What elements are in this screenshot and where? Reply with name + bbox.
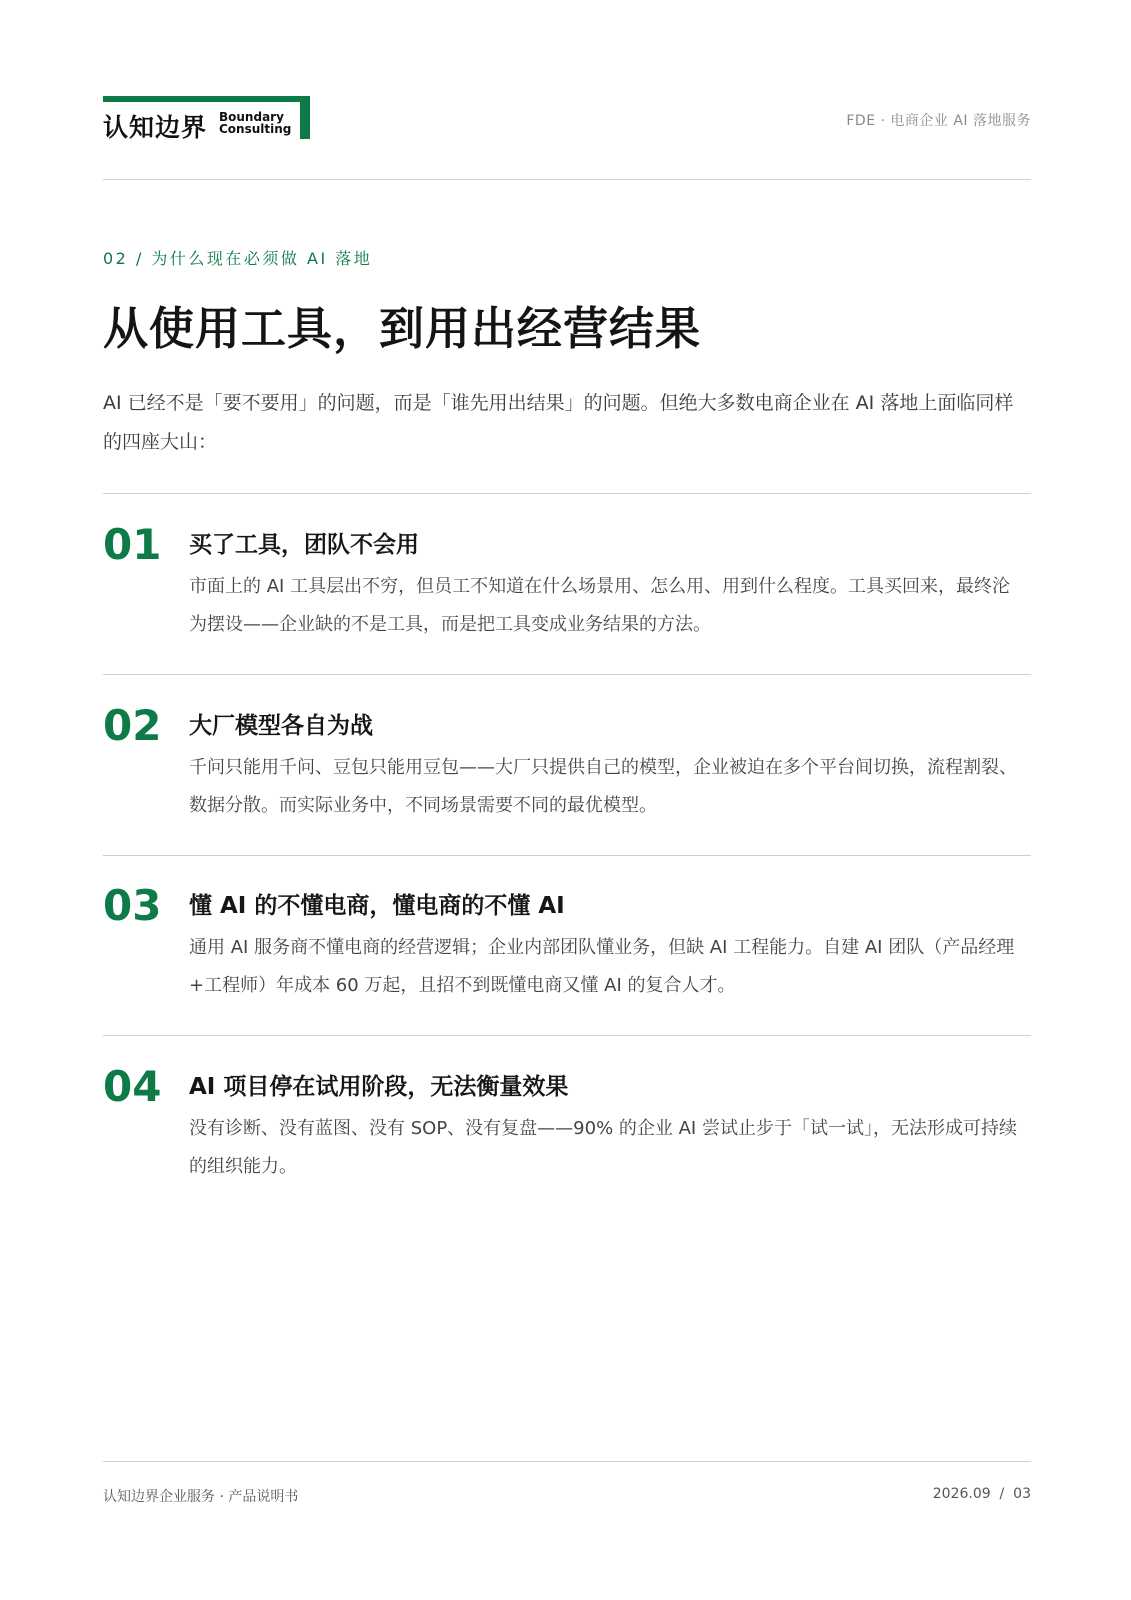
logo-top-bar xyxy=(103,96,310,102)
item-number: 04 xyxy=(103,1062,162,1111)
brand-logo xyxy=(103,96,310,142)
item-title: 买了工具，团队不会用 xyxy=(189,532,419,558)
section-label: 02 / 为什么现在必须做 AI 落地 xyxy=(103,249,373,268)
page-title: 从使用工具，到用出经营结果 xyxy=(103,302,702,355)
logo-english-name xyxy=(219,111,291,135)
item-number: 01 xyxy=(103,520,162,569)
item-title: 大厂模型各自为战 xyxy=(189,713,373,739)
item-title: AI 项目停在试用阶段，无法衡量效果 xyxy=(189,1074,569,1100)
logo-side-bar xyxy=(300,96,310,139)
header-divider xyxy=(103,179,1031,180)
divider xyxy=(103,855,1031,856)
item-description: 市面上的 AI 工具层出不穷，但员工不知道在什么场景用、怎么用、用到什么程度。工具买回来，最终沦为摆设——企业缺的不是工具，而是把工具变成业务结果的方法。 xyxy=(189,576,1011,635)
divider xyxy=(103,674,1031,675)
item-description: 千问只能用千问、豆包只能用豆包——大厂只提供自己的模型，企业被迫在多个平台间切换，流程割裂、数据分散。而实际业务中，不同场景需要不同的最优模型。 xyxy=(189,757,1017,816)
item-title: 懂 AI 的不懂电商，懂电商的不懂 AI xyxy=(189,893,565,919)
page xyxy=(103,0,1031,1600)
item-number: 03 xyxy=(103,881,162,930)
item-description: 通用 AI 服务商不懂电商的经营逻辑；企业内部团队懂业务，但缺 AI 工程能力。自建 AI 团队（产品经理+工程师）年成本 60 万起，且招不到既懂电商又懂 AI 的复合人才。 xyxy=(189,937,1015,996)
footer-divider xyxy=(103,1461,1031,1462)
footer-document-name: 认知边界企业服务 · 产品说明书 xyxy=(103,1489,299,1505)
item-number: 02 xyxy=(103,701,162,750)
logo-chinese-name: 认知边界 xyxy=(103,113,208,142)
logo-english-line1: Boundary xyxy=(219,110,284,124)
item-description: 没有诊断、没有蓝图、没有 SOP、没有复盘——90% 的企业 AI 尝试止步于「试一试」，无法形成可持续的组织能力。 xyxy=(189,1118,1017,1177)
footer-date-page: 2026.09 / 03 xyxy=(932,1486,1031,1502)
divider xyxy=(103,493,1031,494)
header-subtitle: FDE · 电商企业 AI 落地服务 xyxy=(846,113,1031,129)
divider xyxy=(103,1035,1031,1036)
logo-english-line2: Consulting xyxy=(219,122,292,136)
intro-paragraph: AI 已经不是「要不要用」的问题，而是「谁先用出结果」的问题。但绝大多数电商企业在 AI 落地上面临同样的四座大山： xyxy=(103,392,1014,453)
